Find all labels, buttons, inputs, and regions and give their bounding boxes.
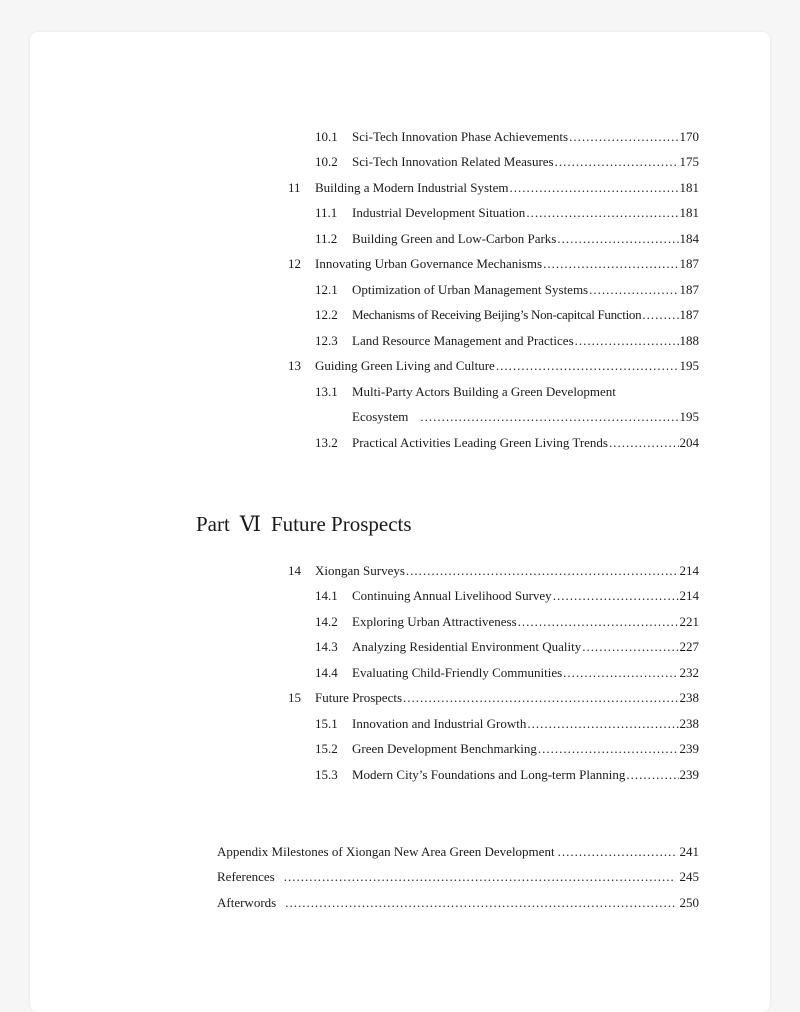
entry-number: 11.2 <box>315 231 338 246</box>
entry-title: References <box>217 869 275 884</box>
entry-title: Optimization of Urban Management Systems <box>352 282 589 297</box>
entry-page: 195 <box>679 409 699 424</box>
entry-page: 232 <box>679 665 699 680</box>
entry-title: Sci-Tech Innovation Related Measures <box>352 154 554 169</box>
entry-number: 14.2 <box>315 614 338 629</box>
leader-dots <box>557 229 678 249</box>
entry-title: Guiding Green Living and Culture <box>315 358 495 373</box>
leader-dots <box>510 178 679 198</box>
entry-page: 221 <box>679 614 699 629</box>
toc-entry-11-1[interactable] <box>315 203 699 223</box>
entry-title: Appendix Milestones of Xiongan New Area Green Development <box>217 844 555 859</box>
leader-dots <box>589 280 678 300</box>
toc-entry-14-1[interactable] <box>315 586 699 606</box>
leader-dots <box>285 893 674 913</box>
toc-entry-13-1[interactable] <box>315 382 699 402</box>
leader-dots <box>575 331 679 351</box>
toc-entry-13-1-cont[interactable] <box>315 407 699 427</box>
part-title: Future Prospects <box>270 512 412 536</box>
entry-number: 14.4 <box>315 665 338 680</box>
entry-title: Innovation and Industrial Growth <box>352 716 527 731</box>
entry-number: 15.1 <box>315 716 338 731</box>
toc-entry-appendix[interactable] <box>217 842 699 862</box>
toc-entry-afterwords[interactable] <box>217 893 699 913</box>
entry-page: 238 <box>679 716 699 731</box>
entry-number: 11 <box>288 180 301 195</box>
toc-entry-13-2[interactable] <box>315 433 699 453</box>
entry-title: Analyzing Residential Environment Quality <box>352 639 582 654</box>
entry-title: Sci-Tech Innovation Phase Achievements <box>352 129 569 144</box>
entry-page: 187 <box>679 307 699 322</box>
entry-title: Green Development Benchmarking <box>352 741 537 756</box>
entry-page: 250 <box>679 895 699 910</box>
toc-entry-14-3[interactable] <box>315 637 699 657</box>
leader-dots <box>284 867 675 887</box>
entry-page: 187 <box>679 256 699 271</box>
entry-page: 214 <box>679 588 699 603</box>
entry-page: 241 <box>679 844 699 859</box>
toc-entry-15-3[interactable] <box>315 765 699 785</box>
toc-entry-12-3[interactable] <box>315 331 699 351</box>
part-numeral: Ⅵ <box>239 512 261 536</box>
entry-number: 14.3 <box>315 639 338 654</box>
entry-page: 181 <box>679 205 699 220</box>
toc-entry-11[interactable] <box>288 178 699 198</box>
toc-entry-11-2[interactable] <box>315 229 699 249</box>
entry-page: 195 <box>679 358 699 373</box>
entry-number: 12.3 <box>315 333 338 348</box>
leader-dots <box>527 714 678 734</box>
entry-page: 204 <box>679 435 699 450</box>
entry-number: 10.2 <box>315 154 338 169</box>
entry-page: 187 <box>679 282 699 297</box>
entry-page: 175 <box>679 154 699 169</box>
leader-dots <box>406 561 679 581</box>
leader-dots <box>518 612 679 632</box>
leader-dots <box>403 688 678 708</box>
toc-page <box>30 32 770 1012</box>
entry-title: Industrial Development Situation <box>352 205 526 220</box>
leader-dots <box>582 637 678 657</box>
part-label: Part <box>196 512 230 536</box>
entry-title: Exploring Urban Attractiveness <box>352 614 517 629</box>
leader-dots <box>420 407 678 427</box>
entry-title: Xiongan Surveys <box>315 563 405 578</box>
part-heading <box>196 510 422 538</box>
entry-page: 184 <box>679 231 699 246</box>
toc-entry-12-1[interactable] <box>315 280 699 300</box>
entry-page: 188 <box>679 333 699 348</box>
leader-dots <box>526 203 678 223</box>
entry-title: Building Green and Low-Carbon Parks <box>352 231 557 246</box>
toc-entry-14-2[interactable] <box>315 612 699 632</box>
toc-entry-12-2[interactable] <box>315 305 699 325</box>
toc-entry-12[interactable] <box>288 254 699 274</box>
entry-title: Multi-Party Actors Building a Green Development <box>352 384 616 399</box>
leader-dots <box>558 842 675 862</box>
leader-dots <box>626 765 678 785</box>
entry-number: 12 <box>288 256 301 271</box>
entry-title: Innovating Urban Governance Mechanisms <box>315 256 543 271</box>
entry-page: 238 <box>679 690 699 705</box>
entry-page: 239 <box>679 741 699 756</box>
leader-dots <box>496 356 679 376</box>
entry-number: 10.1 <box>315 129 338 144</box>
toc-entry-15-2[interactable] <box>315 739 699 759</box>
entry-number: 13.2 <box>315 435 338 450</box>
toc-entry-10-2[interactable] <box>315 152 699 172</box>
entry-title: Practical Activities Leading Green Living Trends <box>352 435 608 450</box>
entry-title: Land Resource Management and Practices <box>352 333 574 348</box>
toc-entry-10-1[interactable] <box>315 127 699 147</box>
leader-dots <box>569 127 678 147</box>
entry-page: 239 <box>679 767 699 782</box>
entry-page: 214 <box>679 563 699 578</box>
leader-dots <box>553 586 679 606</box>
toc-entry-14-4[interactable] <box>315 663 699 683</box>
leader-dots <box>642 305 678 325</box>
entry-number: 13 <box>288 358 301 373</box>
entry-number: 13.1 <box>315 384 338 399</box>
entry-title: Mechanisms of Receiving Beijing’s Non-capitcal Function <box>352 307 642 322</box>
entry-page: 245 <box>679 869 699 884</box>
entry-number: 12.1 <box>315 282 338 297</box>
leader-dots <box>555 152 679 172</box>
entry-title: Future Prospects <box>315 690 403 705</box>
toc-entry-references[interactable] <box>217 867 699 887</box>
entry-title: Modern City’s Foundations and Long-term Planning <box>352 767 626 782</box>
toc-entry-13[interactable] <box>288 356 699 376</box>
leader-dots <box>543 254 678 274</box>
entry-number: 14.1 <box>315 588 338 603</box>
entry-title: Building a Modern Industrial System <box>315 180 509 195</box>
entry-number: 15.2 <box>315 741 338 756</box>
entry-page: 227 <box>679 639 699 654</box>
entry-number: 15.3 <box>315 767 338 782</box>
leader-dots <box>563 663 678 683</box>
entry-title: Ecosystem <box>352 409 409 424</box>
entry-page: 181 <box>679 180 699 195</box>
leader-dots <box>538 739 679 759</box>
entry-title: Evaluating Child-Friendly Communities <box>352 665 563 680</box>
entry-title: Afterwords <box>217 895 277 910</box>
toc-entry-14[interactable] <box>288 561 699 581</box>
entry-title: Continuing Annual Livelihood Survey <box>352 588 552 603</box>
entry-number: 11.1 <box>315 205 338 220</box>
entry-number: 12.2 <box>315 307 338 322</box>
toc-entry-15-1[interactable] <box>315 714 699 734</box>
entry-number: 14 <box>288 563 301 578</box>
entry-page: 170 <box>679 129 699 144</box>
toc-entry-15[interactable] <box>288 688 699 708</box>
entry-number: 15 <box>288 690 301 705</box>
leader-dots <box>609 433 679 453</box>
